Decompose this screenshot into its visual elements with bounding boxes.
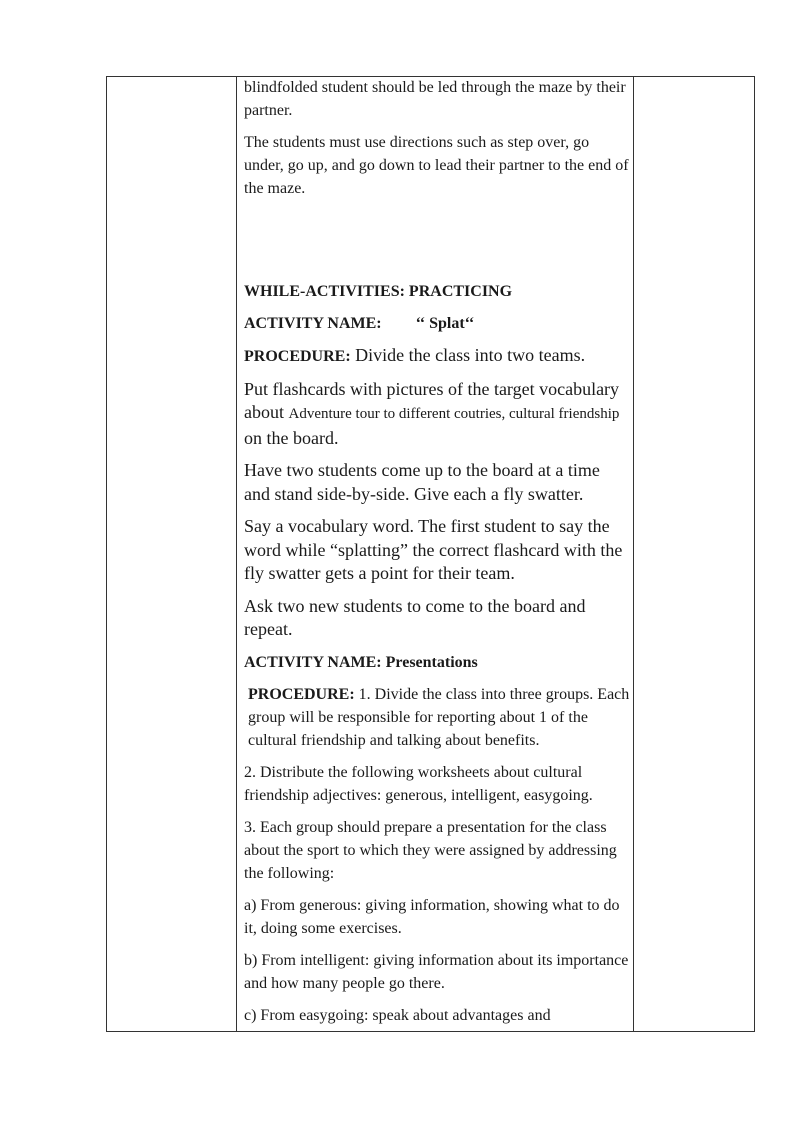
procedure-text-2: 1. Divide the class into three groups. Each group will be responsible for reporting about 1 of the cultural friendship and talking about benefits. bbox=[248, 685, 630, 749]
flashcards-text-c: on the board. bbox=[244, 427, 339, 448]
procedure-label: PROCEDURE: bbox=[244, 348, 351, 365]
ask-students-paragraph: Ask two new students to come to the board and repeat. bbox=[244, 595, 586, 639]
procedure-splat bbox=[244, 344, 630, 369]
step-2: 2. Distribute the following worksheets about cultural friendship adjectives: generous, intelligent, easygoing. bbox=[244, 763, 593, 804]
flashcards-paragraph bbox=[244, 378, 630, 451]
while-activities-heading: WHILE-ACTIVITIES: PRACTICING bbox=[244, 283, 513, 300]
procedure-presentations bbox=[244, 683, 630, 752]
maze-directions: The students must use directions such as step over, go under, go up, and go down to lead their partner to the end of the maze. bbox=[244, 134, 629, 197]
step-3: 3. Each group should prepare a presentation for the class about the sport to which they were assigned by addressing the following: bbox=[244, 818, 617, 882]
flashcards-text-b: Adventure tour to different coutries, cultural friendship bbox=[288, 406, 620, 422]
activity-name-splat bbox=[244, 312, 630, 335]
procedure-cell bbox=[244, 76, 630, 1032]
column-divider-right bbox=[633, 77, 634, 1031]
activity-name-value: ‘‘ Splat‘‘ bbox=[415, 315, 475, 332]
two-students-paragraph: Have two students come up to the board at a time and stand side-by-side. Give each a fly swatter. bbox=[244, 460, 600, 504]
item-a: a) From generous: giving information, showing what to do it, doing some exercises. bbox=[244, 896, 620, 937]
blank-space bbox=[244, 209, 630, 280]
procedure-text: Divide the class into two teams. bbox=[350, 345, 586, 365]
item-c: c) From easygoing: speak about advantages and bbox=[244, 1006, 551, 1024]
flashcards-text-a: Put flashcards with pictures of the target vocabulary about bbox=[244, 378, 620, 422]
say-word-paragraph: Say a vocabulary word. The first student to say the word while “splatting” the correct flashcard with the fly swatter gets a point for their team. bbox=[244, 516, 623, 583]
activity-name-label: ACTIVITY NAME: bbox=[244, 315, 382, 332]
procedure-label-2: PROCEDURE: bbox=[248, 685, 355, 703]
activity-name-presentations: ACTIVITY NAME: Presentations bbox=[244, 653, 478, 671]
column-divider-left bbox=[236, 77, 237, 1031]
item-b: b) From intelligent: giving information about its importance and how many people go there. bbox=[244, 951, 629, 992]
maze-instruction-continued: blindfolded student should be led through the maze by their partner. bbox=[244, 79, 626, 119]
